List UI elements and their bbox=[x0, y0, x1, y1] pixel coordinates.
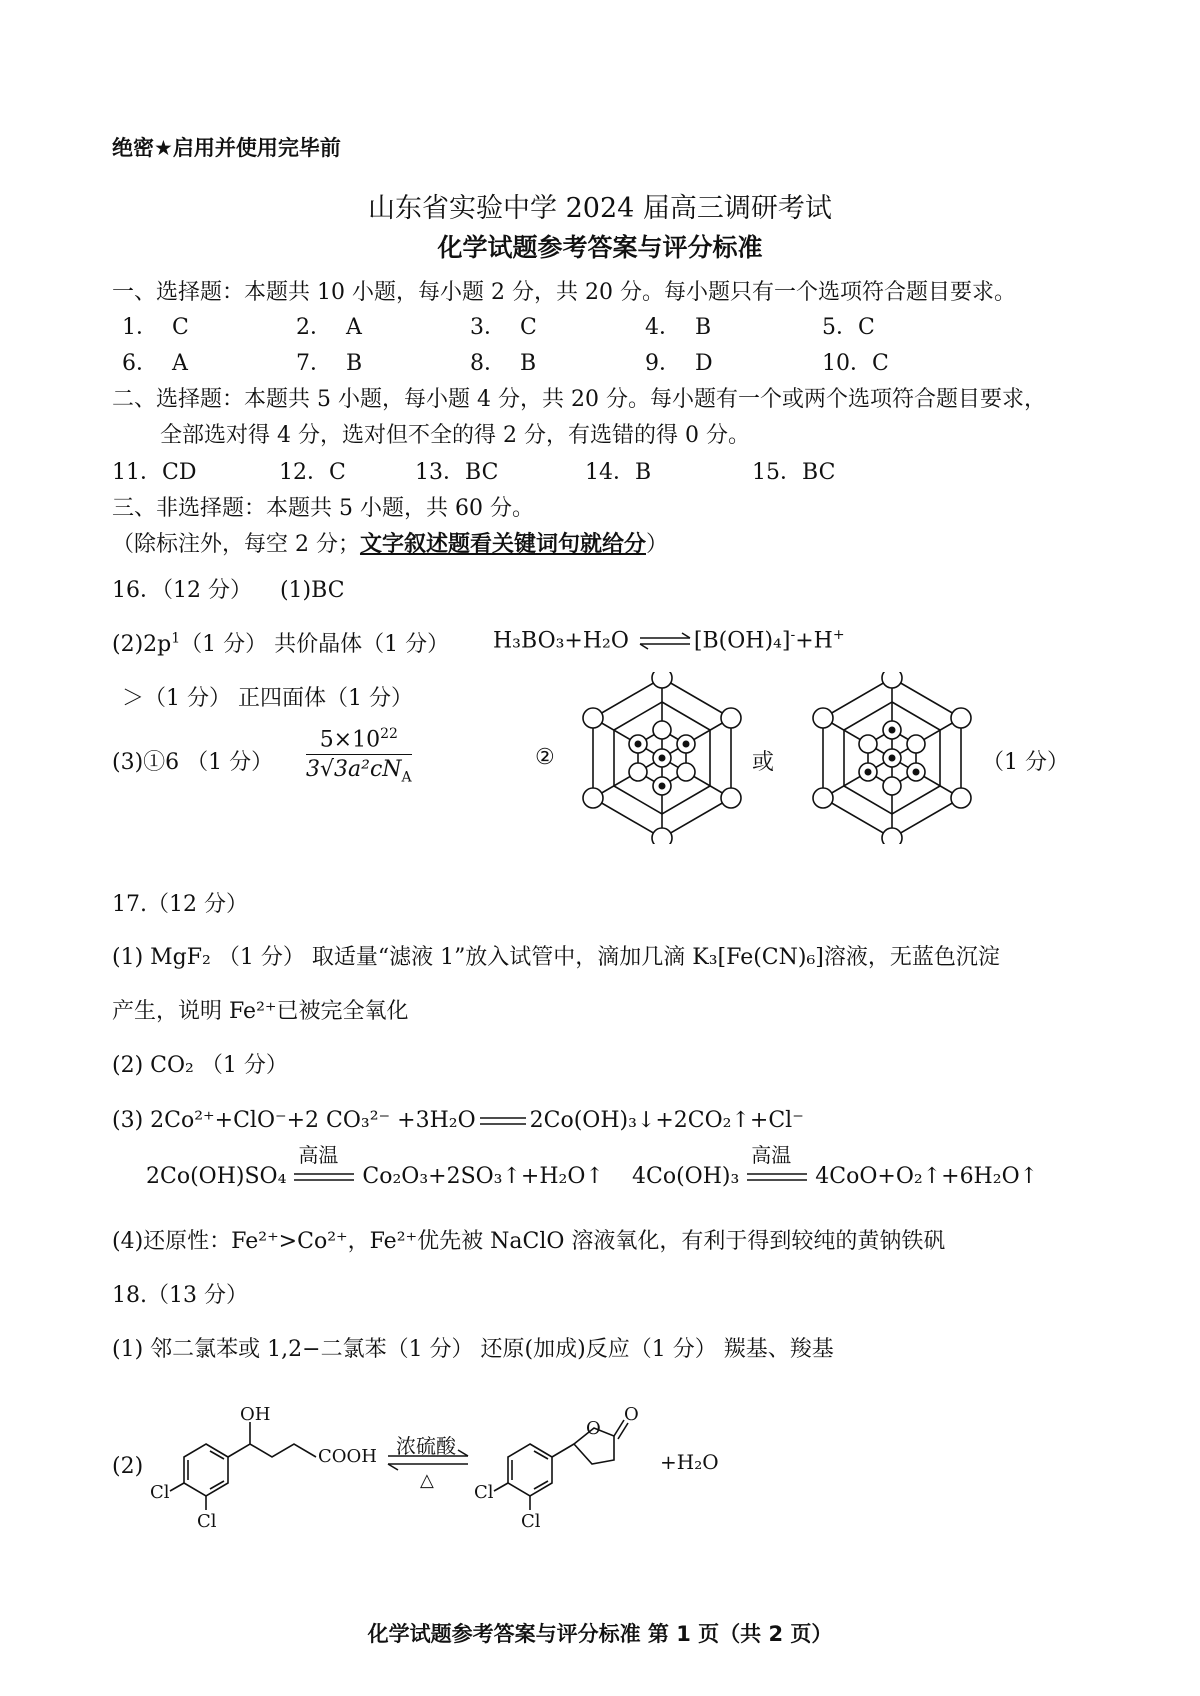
confidential-mark: 绝密★启用并使用完毕前 bbox=[112, 136, 341, 160]
answer-item: 11．CD bbox=[112, 460, 197, 485]
high-temp-condition: 高温 bbox=[746, 1167, 808, 1187]
equilibrium-arrow-icon bbox=[638, 632, 692, 650]
answer-item: 10．C bbox=[822, 351, 889, 376]
q16-part3-c: （1 分） bbox=[982, 750, 1069, 775]
label-oh: OH bbox=[240, 1404, 271, 1425]
crystal-diagram-a bbox=[576, 672, 748, 844]
label-cl: Cl bbox=[474, 1482, 494, 1503]
q17-part1: (1) MgF₂ （1 分） 取适量“滤液 1”放入试管中，滴加几滴 K₃[Fe(CN)₆]溶液，无蓝色沉淀 bbox=[112, 945, 1000, 970]
answer-item: 5．C bbox=[822, 315, 875, 340]
label-cl: Cl bbox=[197, 1511, 217, 1532]
q18-part2-label: (2) bbox=[112, 1454, 144, 1479]
answer-item: 9． D bbox=[645, 351, 713, 376]
equals-sign-icon bbox=[746, 1171, 808, 1183]
answer-item: 4． B bbox=[645, 315, 712, 340]
q17-decomp-eq2: 4Co(OH)₃ 高温 4CoO+O₂↑+6H₂O↑ bbox=[632, 1143, 1039, 1189]
q17-heading: 17.（12 分） bbox=[112, 892, 248, 917]
scoring-note: （除标注外，每空 2 分；文字叙述题看关键词句就给分） bbox=[112, 532, 669, 557]
equals-sign-icon bbox=[479, 1115, 527, 1127]
answer-item: 2． A bbox=[296, 315, 362, 340]
answer-item: 8． B bbox=[470, 351, 537, 376]
label-plus-water: +H₂O bbox=[660, 1450, 719, 1474]
q16-equilibrium-equation: H₃BO₃+H₂O [B(OH)₄]-+H+ bbox=[493, 627, 845, 654]
answer-item: 6． A bbox=[122, 351, 188, 376]
exam-title: 山东省实验中学 2024 届高三调研考试 bbox=[368, 193, 832, 224]
section3-heading: 三、非选择题：本题共 5 小题，共 60 分。 bbox=[112, 496, 534, 521]
condition-heat: △ bbox=[420, 1470, 434, 1491]
answer-item: 15．BC bbox=[752, 460, 836, 485]
label-cooh: COOH bbox=[318, 1446, 377, 1467]
section2-heading: 二、选择题：本题共 5 小题，每小题 4 分，共 20 分。每小题有一个或两个选项符合题目要求， bbox=[112, 387, 1046, 412]
q16-heading: 16．（12 分） (1)BC bbox=[112, 578, 345, 603]
label-carbonyl-o: O bbox=[624, 1404, 639, 1425]
q16-part3-b: ② bbox=[535, 745, 555, 770]
density-fraction: $\frac{5\times 10^{22}}{3√3a^2cN_A}$ bbox=[306, 726, 412, 786]
label-cl: Cl bbox=[521, 1511, 541, 1532]
q17-decomp-eq1: 2Co(OH)SO₄ 高温 Co₂O₃+2SO₃↑+H₂O↑ bbox=[146, 1143, 604, 1189]
q16-part2-cont: ＞（1 分） 正四面体（1 分） bbox=[122, 686, 413, 711]
page-footer: 化学试题参考答案与评分标准 第 1 页（共 2 页） bbox=[367, 1622, 833, 1646]
q16-part3: (3)①6 （1 分） bbox=[112, 750, 274, 775]
answer-item: 3． C bbox=[470, 315, 537, 340]
q18-part1: (1) 邻二氯苯或 1,2−二氯苯（1 分） 还原(加成)反应（1 分） 羰基、羧基 bbox=[112, 1337, 834, 1362]
answer-title: 化学试题参考答案与评分标准 bbox=[437, 233, 763, 262]
equals-sign-icon bbox=[293, 1171, 355, 1183]
label-cl: Cl bbox=[150, 1482, 170, 1503]
high-temp-condition: 高温 bbox=[293, 1167, 355, 1187]
answer-item: 12．C bbox=[279, 460, 346, 485]
esterification-reaction-scheme bbox=[148, 1394, 1008, 1544]
section2-heading-cont: 全部选对得 4 分，选对但不全的得 2 分，有选错的得 0 分。 bbox=[160, 423, 750, 448]
q17-part4: (4)还原性：Fe²⁺>Co²⁺，Fe²⁺优先被 NaClO 溶液氧化，有利于得到较纯的黄钠铁矾 bbox=[112, 1229, 946, 1254]
answer-item: 14．B bbox=[585, 460, 652, 485]
q17-part3-equation: (3) 2Co²⁺+ClO⁻+2 CO₃²⁻ +3H₂O 2Co(OH)₃↓+2CO₂↑+Cl⁻ bbox=[112, 1108, 804, 1133]
condition-conc-sulfuric-acid: 浓硫酸 bbox=[396, 1434, 456, 1458]
answer-item: 7． B bbox=[296, 351, 363, 376]
section1-heading: 一、选择题：本题共 10 小题，每小题 2 分，共 20 分。每小题只有一个选项符合题目要求。 bbox=[112, 280, 1016, 305]
label-ring-o: O bbox=[586, 1418, 601, 1439]
q17-part2: (2) CO₂ （1 分） bbox=[112, 1053, 288, 1078]
answer-item: 1． C bbox=[122, 315, 189, 340]
crystal-diagram-b bbox=[806, 672, 978, 844]
answer-item: 13．BC bbox=[415, 460, 499, 485]
q18-heading: 18.（13 分） bbox=[112, 1283, 248, 1308]
or-label: 或 bbox=[752, 750, 775, 775]
q17-part1-cont: 产生，说明 Fe²⁺已被完全氧化 bbox=[112, 999, 409, 1024]
q16-part2: $(2)2p^1(1$ 分） 共价晶体（1 分） bbox=[112, 630, 450, 657]
